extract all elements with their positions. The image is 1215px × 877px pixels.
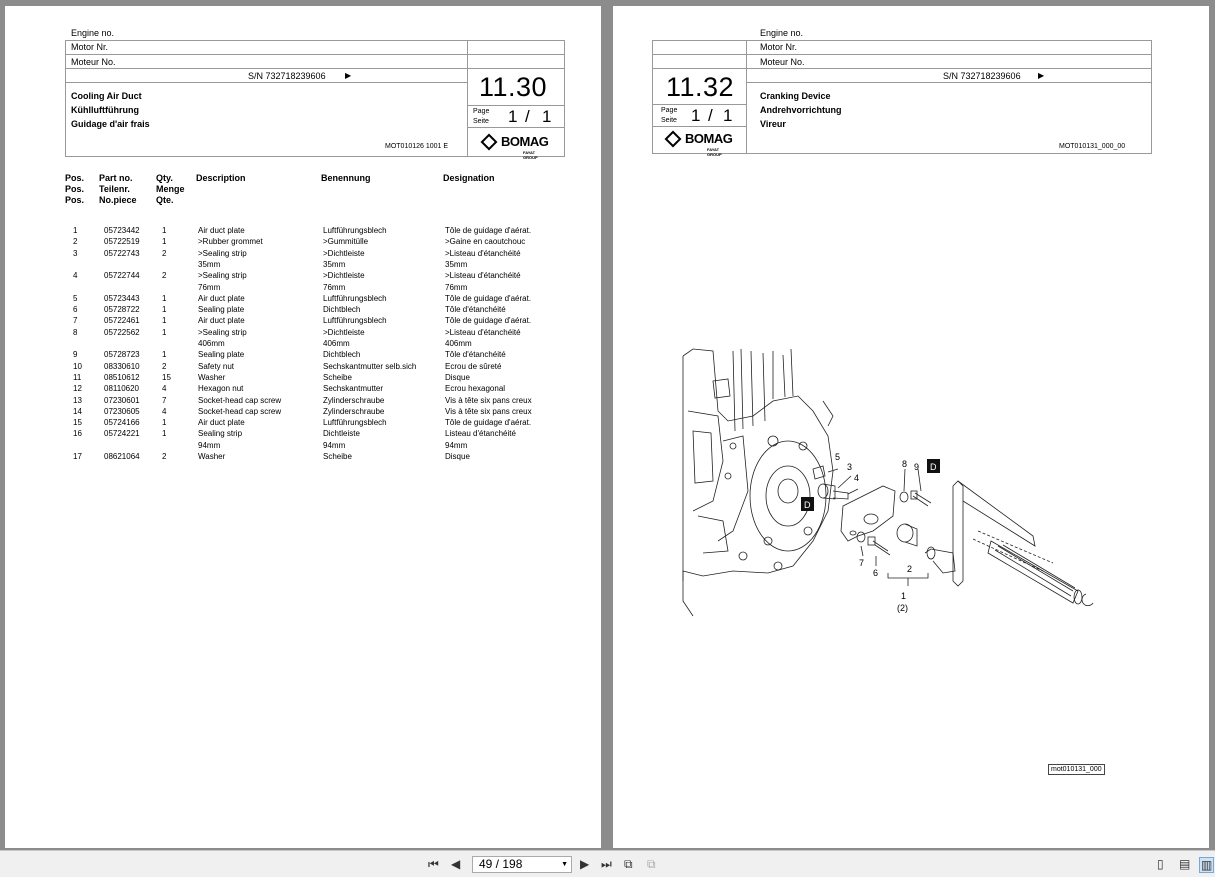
table-cell-pos: 11 — [73, 372, 82, 382]
title-french: Vireur — [760, 119, 786, 129]
table-cell-benennung: Scheibe — [323, 372, 352, 382]
table-cell-qty: 1 — [162, 237, 167, 247]
table-cell-designation: 406mm — [445, 339, 472, 348]
table-cell-description: Washer — [198, 372, 226, 382]
next-page-icon[interactable]: ▶ — [580, 857, 590, 871]
table-cell-benennung: >Gummitülle — [323, 237, 369, 247]
title-german: Kühlluftführung — [71, 105, 139, 115]
table-cell-qty: 4 — [162, 384, 167, 394]
table-cell-qty: 15 — [162, 372, 171, 382]
bomag-logo — [667, 131, 733, 157]
page-separator: / — [708, 106, 713, 125]
col-benennung-header: Benennung — [321, 173, 371, 183]
table-cell-part-number: 07230605 — [104, 406, 140, 416]
table-cell-description: 406mm — [198, 339, 225, 348]
copy-view-icon[interactable]: ⧉ — [647, 857, 656, 871]
table-cell-designation: Tôle de guidage d'aérat. — [445, 226, 532, 235]
table-cell-part-number: 08621064 — [104, 452, 140, 461]
table-cell-benennung: Zylinderschraube — [323, 395, 385, 405]
table-cell-description: >Rubber grommet — [198, 237, 263, 247]
serial-arrow-icon: ▶ — [1038, 71, 1045, 80]
table-cell-pos: 8 — [73, 327, 78, 337]
table-cell-benennung: Luftführungsblech — [323, 226, 387, 235]
table-cell-benennung: Dichtblech — [323, 305, 361, 315]
table-cell-pos: 14 — [73, 406, 82, 416]
table-cell-designation: >Gaine en caoutchouc — [445, 237, 526, 247]
col-pos-header: Pos. Pos. Pos. — [65, 173, 85, 205]
title-german: Andrehvorrichtung — [760, 105, 842, 115]
callout-6: 6 — [873, 568, 879, 578]
moteur-no-label: Moteur No. — [71, 57, 116, 67]
serial-number: S/N 732718239606 — [943, 71, 1021, 81]
table-cell-qty: 2 — [162, 361, 167, 371]
title-english: Cooling Air Duct — [71, 91, 142, 101]
motor-nr-label: Motor Nr. — [760, 42, 798, 52]
page-label-en: Page — [473, 108, 490, 115]
table-cell-designation: 94mm — [445, 440, 468, 450]
document-code: MOT010126 1001 E — [385, 143, 449, 150]
table-cell-designation: Ecrou de sûreté — [445, 361, 502, 371]
table-cell-part-number: 08330610 — [104, 361, 140, 371]
table-cell-designation: >Listeau d'étanchéité — [445, 248, 521, 258]
table-cell-designation: 35mm — [445, 259, 468, 269]
left-document-page — [5, 6, 601, 848]
table-cell-designation: Tôle d'étanchéité — [445, 305, 506, 315]
table-cell-description: Air duct plate — [198, 418, 245, 428]
logo-subtext: FAYAT GROUP — [523, 150, 538, 160]
table-cell-benennung: 76mm — [323, 282, 346, 292]
continuous-page-icon[interactable]: ▤ — [1179, 857, 1191, 871]
page-label-de: Seite — [661, 117, 677, 124]
page-current: 1 — [508, 107, 518, 126]
table-cell-description: 76mm — [198, 282, 221, 292]
table-cell-part-number: 05722519 — [104, 237, 140, 247]
table-cell-benennung: 406mm — [323, 339, 350, 348]
table-cell-qty: 7 — [162, 395, 167, 405]
table-cell-description: >Sealing strip — [198, 327, 247, 337]
first-page-icon[interactable]: ⏮ — [428, 857, 439, 871]
table-cell-description: 35mm — [198, 259, 221, 269]
callout-4: 4 — [854, 473, 860, 483]
callout-2: 2 — [907, 564, 913, 574]
page-label-de: Seite — [473, 118, 489, 125]
table-cell-benennung: 35mm — [323, 259, 346, 269]
table-cell-description: Socket-head cap screw — [198, 395, 282, 405]
table-cell-description: >Sealing strip — [198, 271, 247, 281]
table-cell-designation: >Listeau d'étanchéité — [445, 327, 521, 337]
engine-no-label: Engine no. — [71, 28, 115, 38]
title-french: Guidage d'air frais — [71, 119, 150, 129]
moteur-no-label: Moteur No. — [760, 57, 805, 67]
bomag-diamond-icon — [665, 130, 682, 147]
logo-subtext: FAYAT GROUP — [707, 147, 722, 157]
table-cell-pos: 5 — [73, 293, 78, 303]
table-cell-description: Sealing plate — [198, 350, 245, 360]
table-cell-designation: Tôle de guidage d'aérat. — [445, 293, 532, 303]
figure-code: mot010131_000 — [1048, 764, 1105, 775]
table-cell-designation: Tôle d'étanchéité — [445, 350, 506, 360]
table-cell-benennung: Sechskantmutter — [323, 384, 384, 394]
logo-text: BOMAG — [501, 134, 549, 149]
table-cell-pos: 4 — [73, 271, 78, 281]
table-cell-description: Washer — [198, 452, 226, 461]
table-cell-pos: 15 — [73, 418, 82, 428]
table-cell-designation: Disque — [445, 452, 470, 461]
table-cell-designation: Ecrou hexagonal — [445, 384, 506, 394]
table-cell-part-number: 05722743 — [104, 248, 140, 258]
table-cell-qty: 4 — [162, 406, 167, 416]
prev-page-icon[interactable]: ◀ — [451, 857, 461, 871]
serial-arrow-icon: ▶ — [345, 71, 352, 80]
callout-8: 8 — [902, 459, 908, 469]
table-cell-qty: 1 — [162, 293, 167, 303]
callout-quantity: (2) — [897, 603, 908, 613]
page-separator: / — [525, 107, 530, 126]
col-part-header: Part no. Teilenr. No.piece — [99, 173, 137, 205]
viewer-toolbar — [0, 850, 1215, 877]
table-cell-part-number: 08510612 — [104, 372, 140, 382]
table-cell-benennung: 94mm — [323, 440, 346, 450]
table-cell-designation: >Listeau d'étanchéité — [445, 271, 521, 281]
table-cell-qty: 2 — [162, 248, 167, 258]
table-cell-part-number: 07230601 — [104, 395, 140, 405]
dropdown-arrow-icon[interactable]: ▼ — [561, 861, 568, 868]
table-cell-qty: 1 — [162, 429, 167, 439]
table-cell-pos: 16 — [73, 429, 82, 439]
table-cell-part-number: 05724166 — [104, 418, 140, 428]
document-code: MOT010131_000_00 — [1059, 143, 1126, 150]
table-cell-pos: 3 — [73, 248, 78, 258]
bomag-logo — [483, 134, 549, 160]
table-cell-pos: 12 — [73, 384, 82, 394]
table-cell-benennung: Luftführungsblech — [323, 293, 387, 303]
serial-number: S/N 732718239606 — [248, 71, 326, 81]
col-description-header: Description — [196, 173, 246, 183]
table-cell-description: Sealing plate — [198, 305, 245, 315]
single-page-icon[interactable]: ▯ — [1157, 857, 1164, 871]
logo-text: BOMAG — [685, 131, 733, 146]
table-cell-part-number: 08110620 — [104, 384, 139, 394]
last-page-icon[interactable]: ⏭ — [601, 857, 612, 871]
table-cell-pos: 10 — [73, 361, 82, 371]
table-cell-benennung: >Dichtleiste — [323, 271, 365, 281]
table-cell-part-number: 05722562 — [104, 327, 140, 337]
table-cell-pos: 6 — [73, 305, 78, 315]
table-cell-designation: Disque — [445, 372, 470, 382]
table-cell-designation: 76mm — [445, 282, 468, 292]
table-cell-pos: 7 — [73, 316, 78, 326]
table-cell-qty: 1 — [162, 350, 167, 360]
table-cell-pos: 1 — [73, 226, 78, 235]
table-cell-part-number: 05728723 — [104, 350, 140, 360]
col-designation-header: Designation — [443, 173, 495, 183]
table-cell-description: Air duct plate — [198, 293, 245, 303]
page-total: 1 — [723, 106, 733, 125]
table-cell-benennung: Luftführungsblech — [323, 418, 387, 428]
cranking-device-drawing — [673, 341, 1123, 631]
table-cell-qty: 2 — [162, 452, 167, 461]
table-cell-qty: 1 — [162, 418, 167, 428]
table-cell-benennung: Sechskantmutter selb.sich — [323, 361, 417, 371]
table-cell-pos: 13 — [73, 395, 82, 405]
page-number-input[interactable] — [472, 856, 572, 873]
page-label-en: Page — [661, 107, 678, 114]
table-cell-qty: 1 — [162, 327, 167, 337]
table-cell-part-number: 05722461 — [104, 316, 140, 326]
title-english: Cranking Device — [760, 91, 831, 101]
table-cell-designation: Tôle de guidage d'aérat. — [445, 316, 532, 326]
col-qty-header: Qty. Menge Qte. — [156, 173, 185, 205]
table-cell-benennung: Scheibe — [323, 452, 352, 461]
table-cell-qty: 1 — [162, 316, 167, 326]
table-cell-qty: 1 — [162, 226, 167, 235]
detail-marker-d: D — [804, 500, 811, 510]
section-number: 11.30 — [479, 72, 548, 102]
table-cell-description: 94mm — [198, 440, 221, 450]
table-cell-description: Sealing strip — [198, 429, 243, 439]
table-cell-designation: Listeau d'étanchéité — [445, 429, 516, 439]
page-total: 1 — [542, 107, 552, 126]
callout-9: 9 — [914, 462, 920, 472]
table-cell-pos: 17 — [73, 452, 82, 461]
callout-5: 5 — [835, 452, 841, 462]
table-cell-benennung: Zylinderschraube — [323, 406, 385, 416]
detail-marker-d: D — [930, 462, 937, 472]
table-cell-designation: Tôle de guidage d'aérat. — [445, 418, 532, 428]
table-cell-designation: Vis à tête six pans creux — [445, 395, 532, 405]
table-cell-part-number: 05724221 — [104, 429, 140, 439]
page-indicator: 49 / 198 — [479, 857, 523, 871]
table-cell-benennung: Luftführungsblech — [323, 316, 387, 326]
table-cell-part-number: 05728722 — [104, 305, 140, 315]
table-cell-pos: 2 — [73, 237, 78, 247]
right-document-page — [613, 6, 1209, 848]
table-cell-part-number: 05723443 — [104, 293, 140, 303]
table-cell-qty: 2 — [162, 271, 167, 281]
table-cell-benennung: Dichtblech — [323, 350, 361, 360]
callout-1: 1 — [901, 591, 907, 601]
engine-no-label: Engine no. — [760, 28, 804, 38]
table-cell-benennung: Dichtleiste — [323, 429, 360, 439]
callout-3: 3 — [847, 462, 853, 472]
bomag-diamond-icon — [481, 133, 498, 150]
rotate-view-icon[interactable]: ⧉ — [624, 857, 633, 871]
table-cell-benennung: >Dichtleiste — [323, 248, 365, 258]
table-cell-benennung: >Dichtleiste — [323, 327, 365, 337]
table-cell-description: Air duct plate — [198, 226, 245, 235]
table-cell-designation: Vis à tête six pans creux — [445, 406, 532, 416]
section-number: 11.32 — [666, 72, 735, 102]
table-cell-qty: 1 — [162, 305, 167, 315]
page-current: 1 — [691, 106, 701, 125]
facing-page-icon[interactable]: ▥ — [1201, 858, 1213, 872]
callout-7: 7 — [859, 558, 865, 568]
table-cell-part-number: 05723442 — [104, 226, 140, 235]
table-cell-part-number: 05722744 — [104, 271, 140, 281]
table-cell-description: Socket-head cap screw — [198, 406, 282, 416]
table-cell-description: Safety nut — [198, 361, 235, 371]
table-cell-description: Hexagon nut — [198, 384, 244, 394]
table-cell-description: Air duct plate — [198, 316, 245, 326]
table-cell-pos: 9 — [73, 350, 78, 360]
table-cell-description: >Sealing strip — [198, 248, 247, 258]
motor-nr-label: Motor Nr. — [71, 42, 109, 52]
